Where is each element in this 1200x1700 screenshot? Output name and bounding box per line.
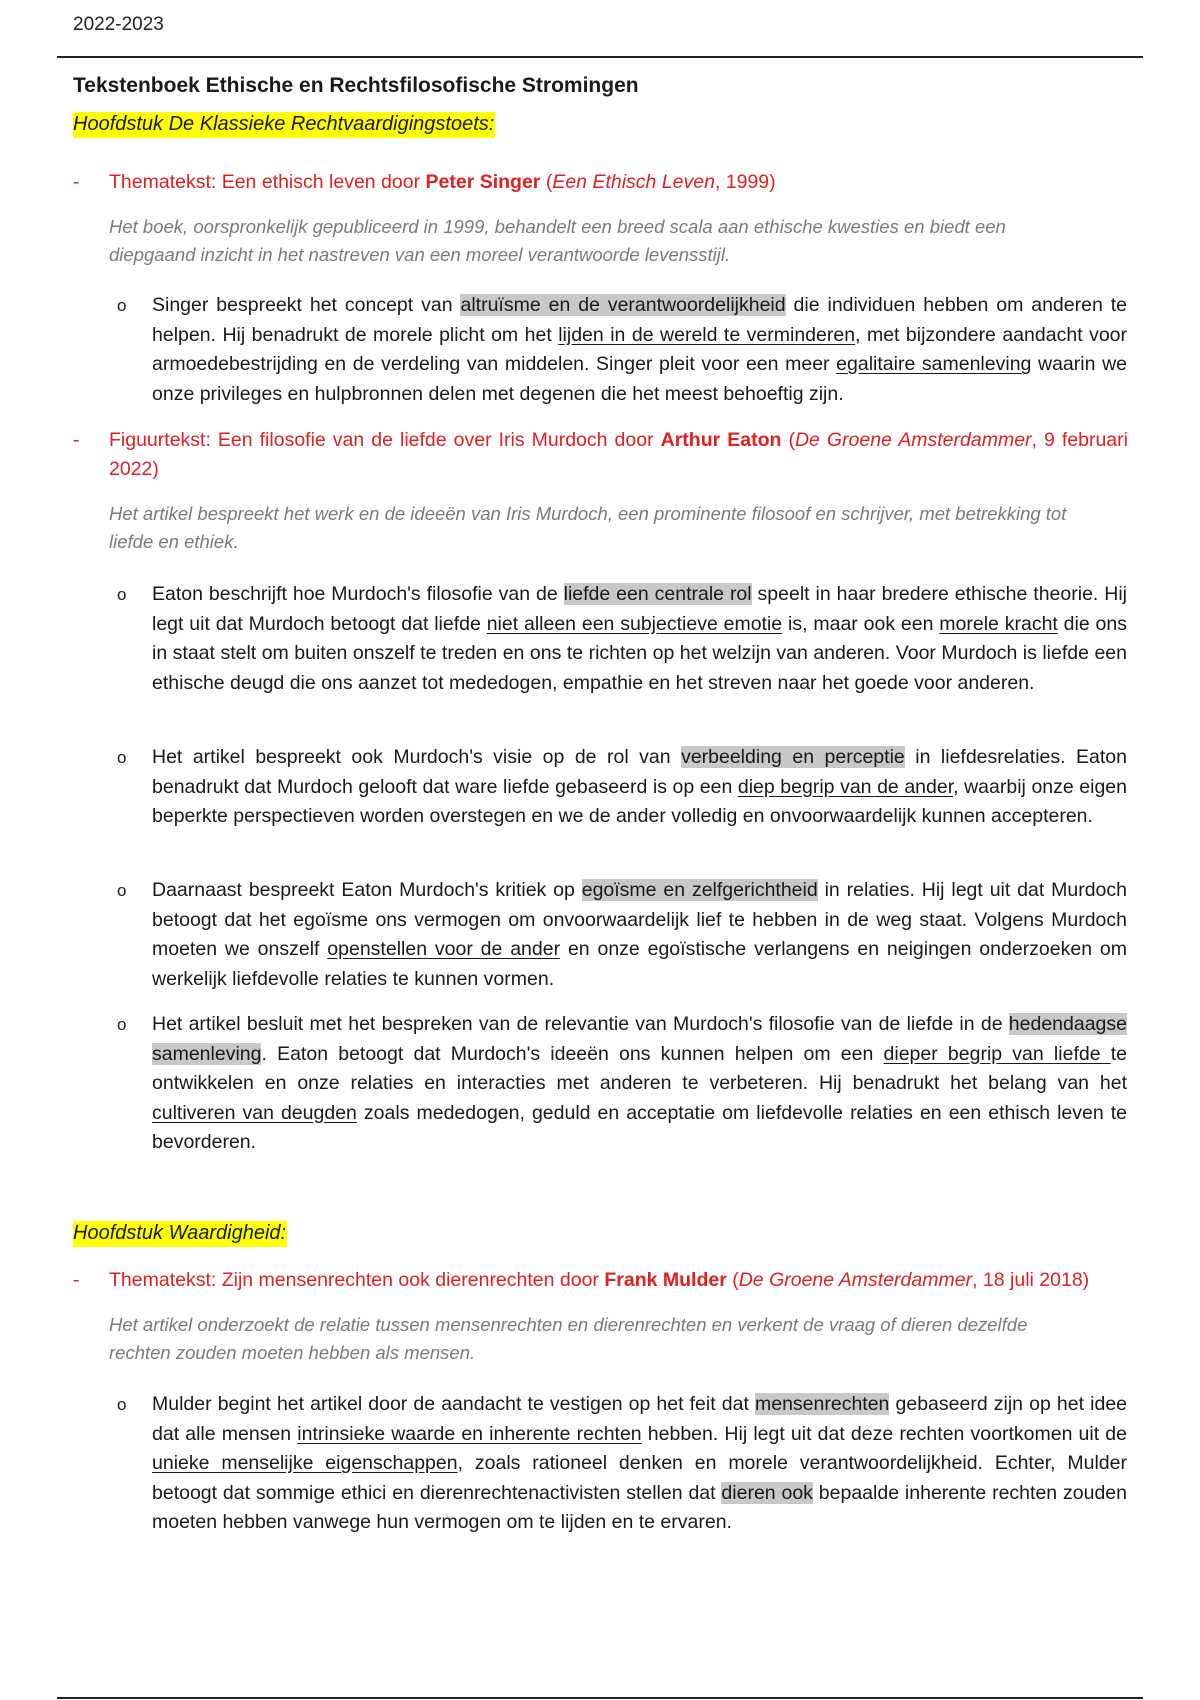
- section-heading: [73, 1266, 1128, 1295]
- highlighted-phrase: dieren ook: [721, 1481, 813, 1504]
- section-heading-text: [109, 168, 1128, 197]
- text-run: is, maar ook een: [782, 612, 940, 635]
- underlined-phrase: diep begrip van de ander: [737, 775, 954, 798]
- text-run: , met bijzondere aandacht voor armoedebestrijding en de verdeling van middelen. Singer pleit voor een meer: [152, 323, 1128, 375]
- section-summary: Het artikel bespreekt het werk en de ideeën van Iris Murdoch, een prominente filosoof en schrijver, met betrekking tot liefde en ethiek.: [109, 503, 1067, 552]
- bullet-mark: o: [117, 1395, 127, 1414]
- bullet-mark: o: [117, 748, 127, 767]
- section-summary: Het boek, oorspronkelijk gepubliceerd in 1999, behandelt een breed scala aan ethische kwesties en biedt een diepgaand inzicht in het nastreven van een moreel verantwoorde levensstijl.: [109, 216, 1006, 265]
- bullet-mark: o: [117, 881, 127, 900]
- text-run: bepaalde inherente rechten zouden moeten hebben vanwege hun vermogen om te lijden en te ervaren.: [152, 1481, 1127, 1533]
- section-source-rest: , 18 juli 2018): [972, 1269, 1090, 1291]
- list-dash: -: [73, 1269, 80, 1291]
- underlined-phrase: niet alleen een subjectieve emotie: [486, 612, 783, 635]
- section-author: Peter Singer: [425, 171, 541, 193]
- text-run: Singer bespreekt het concept van: [152, 294, 461, 316]
- section-heading: [73, 426, 1128, 484]
- chapter-title: Hoofdstuk Waardigheid:: [73, 1221, 287, 1247]
- highlighted-phrase: egoïsme en zelfgerichtheid: [581, 879, 818, 901]
- section-prefix: Figuurtekst: Een filosofie van de liefde over Iris Murdoch door: [109, 429, 661, 451]
- underlined-phrase: lijden in de wereld te verminderen: [558, 323, 856, 346]
- bullet-text: [152, 876, 1127, 994]
- text-run: Daarnaast bespreekt Eaton Murdoch's kritiek op: [152, 879, 582, 901]
- section-prefix: Thematekst: Zijn mensenrechten ook dierenrechten door: [109, 1269, 605, 1291]
- text-run: die ons in staat stelt om buiten onszelf te treden en ons te richten op het welzijn van anderen. Voor Murdoch is liefde een ethische deugd die ons aanzet tot mededogen, empathie en het streven naar het goede voor anderen.: [152, 612, 1127, 694]
- header-year: 2022-2023: [73, 14, 164, 35]
- text-run: Het artikel bespreekt ook Murdoch's visie op de rol van: [152, 746, 682, 768]
- chapter-title: Hoofdstuk De Klassieke Rechtvaardigingstoets:: [73, 112, 495, 138]
- list-dash: -: [73, 171, 80, 193]
- bullet-mark: o: [117, 296, 127, 315]
- underlined-phrase: cultiveren van deugden: [152, 1101, 357, 1124]
- list-item: [117, 876, 1127, 994]
- underlined-phrase: unieke menselijke eigenschappen: [152, 1452, 458, 1474]
- list-item: [117, 1010, 1127, 1158]
- text-run: in liefdesrelaties. Eaton benadrukt dat Murdoch gelooft dat ware liefde gebaseerd is op een: [152, 746, 1127, 798]
- text-run: Het artikel besluit met het bespreken van de relevantie van Murdoch's filosofie van de liefde in de: [152, 1013, 1009, 1035]
- bullet-mark: o: [117, 585, 127, 604]
- highlighted-phrase: altruïsme en de verantwoordelijkheid: [460, 294, 786, 316]
- text-run: Mulder begint het artikel door de aandacht te vestigen op het feit dat: [152, 1393, 755, 1415]
- text-run: waarin we onze privileges en hulpbronnen delen met degenen die het meest behoeftig zijn.: [152, 353, 1127, 405]
- text-run: speelt in haar bredere ethische theorie. Hij legt uit dat Murdoch betoogt dat liefde: [152, 583, 1128, 635]
- highlighted-phrase: liefde een centrale rol: [563, 583, 752, 605]
- list-dash: -: [73, 429, 80, 451]
- text-run: in relaties. Hij legt uit dat Murdoch betoogt dat het egoïsme ons vermogen om onvoorwaardelijk lief te hebben in de weg staat. Volgens Murdoch moeten we onszelf: [152, 879, 1127, 960]
- underlined-phrase: openstellen voor de ander: [327, 938, 561, 960]
- bullet-text: [152, 1010, 1127, 1158]
- text-run: te ontwikkelen en onze relaties en interacties met anderen te verbeteren. Hij benadrukt het belang van het: [152, 1042, 1127, 1094]
- text-run: die individuen hebben om anderen te helpen. Hij benadrukt de morele plicht om het: [152, 294, 1127, 346]
- section-heading-text: [109, 426, 1128, 484]
- section-heading-text: [109, 1266, 1128, 1295]
- text-run: zoals mededogen, geduld en acceptatie om liefdevolle relaties en een ethisch leven te bevorderen.: [152, 1101, 1127, 1153]
- bullet-text: [152, 743, 1127, 832]
- section-prefix: Thematekst: Een ethisch leven door: [109, 171, 426, 193]
- section-source-rest: , 1999): [714, 171, 776, 193]
- text-run: hebben. Hij legt uit dat deze rechten voortkomen uit de: [641, 1422, 1127, 1445]
- section-author: Frank Mulder: [604, 1269, 727, 1291]
- text-run: . Eaton betoogt dat Murdoch's ideeën ons kunnen helpen om een: [261, 1042, 884, 1065]
- underlined-phrase: morele kracht: [939, 612, 1058, 635]
- bullet-text: [152, 291, 1127, 409]
- section-author: Arthur Eaton: [660, 429, 782, 451]
- bullet-mark: o: [117, 1015, 127, 1034]
- underlined-phrase: intrinsieke waarde en inherente rechten: [297, 1422, 642, 1445]
- source-open: (: [726, 1269, 739, 1291]
- text-run: en onze egoïstische verlangens en neigingen onderzoeken om werkelijk liefdevolle relaties te kunnen vormen.: [152, 938, 1127, 990]
- underlined-phrase: dieper begrip van liefde: [883, 1042, 1111, 1065]
- bullet-text: [152, 580, 1127, 698]
- highlighted-phrase: verbeelding en perceptie: [681, 746, 905, 768]
- source-open: (: [781, 429, 795, 451]
- highlighted-phrase: hedendaagse samenleving: [152, 1013, 1127, 1065]
- section-summary: Het artikel onderzoekt de relatie tussen mensenrechten en dierenrechten en verkent de vraag of dieren dezelfde rechten zouden moeten hebben als mensen.: [109, 1314, 1028, 1363]
- list-item: [117, 580, 1127, 698]
- section-heading: [73, 168, 1128, 197]
- section-source: Een Ethisch Leven: [552, 171, 715, 193]
- highlighted-phrase: mensenrechten: [754, 1393, 890, 1415]
- source-open: (: [540, 171, 553, 193]
- bullet-text: [152, 1390, 1127, 1538]
- text-run: gebaseerd zijn op het idee dat alle mensen: [152, 1393, 1128, 1445]
- list-item: [117, 1390, 1127, 1538]
- section-source: De Groene Amsterdammer: [794, 429, 1032, 451]
- text-run: , zoals rationeel denken en morele verantwoordelijkheid. Echter, Mulder betoogt dat sommige ethici en dierenrechtenactivisten stellen dat: [152, 1452, 1127, 1504]
- document-title: Tekstenboek Ethische en Rechtsfilosofische Stromingen: [73, 74, 639, 97]
- text-run: Eaton beschrijft hoe Murdoch's filosofie van de: [152, 583, 564, 605]
- section-source-rest: , 9 februari 2022): [109, 429, 1128, 480]
- text-run: , waarbij onze eigen beperkte perspectieven worden overstegen en we de ander volledig en onvoorwaardelijk kunnen accepteren.: [152, 775, 1127, 827]
- underlined-phrase: egalitaire samenleving: [836, 353, 1032, 375]
- list-item: [117, 291, 1127, 409]
- section-source: De Groene Amsterdammer: [738, 1269, 973, 1291]
- list-item: [117, 743, 1127, 832]
- header-divider: [57, 56, 1143, 58]
